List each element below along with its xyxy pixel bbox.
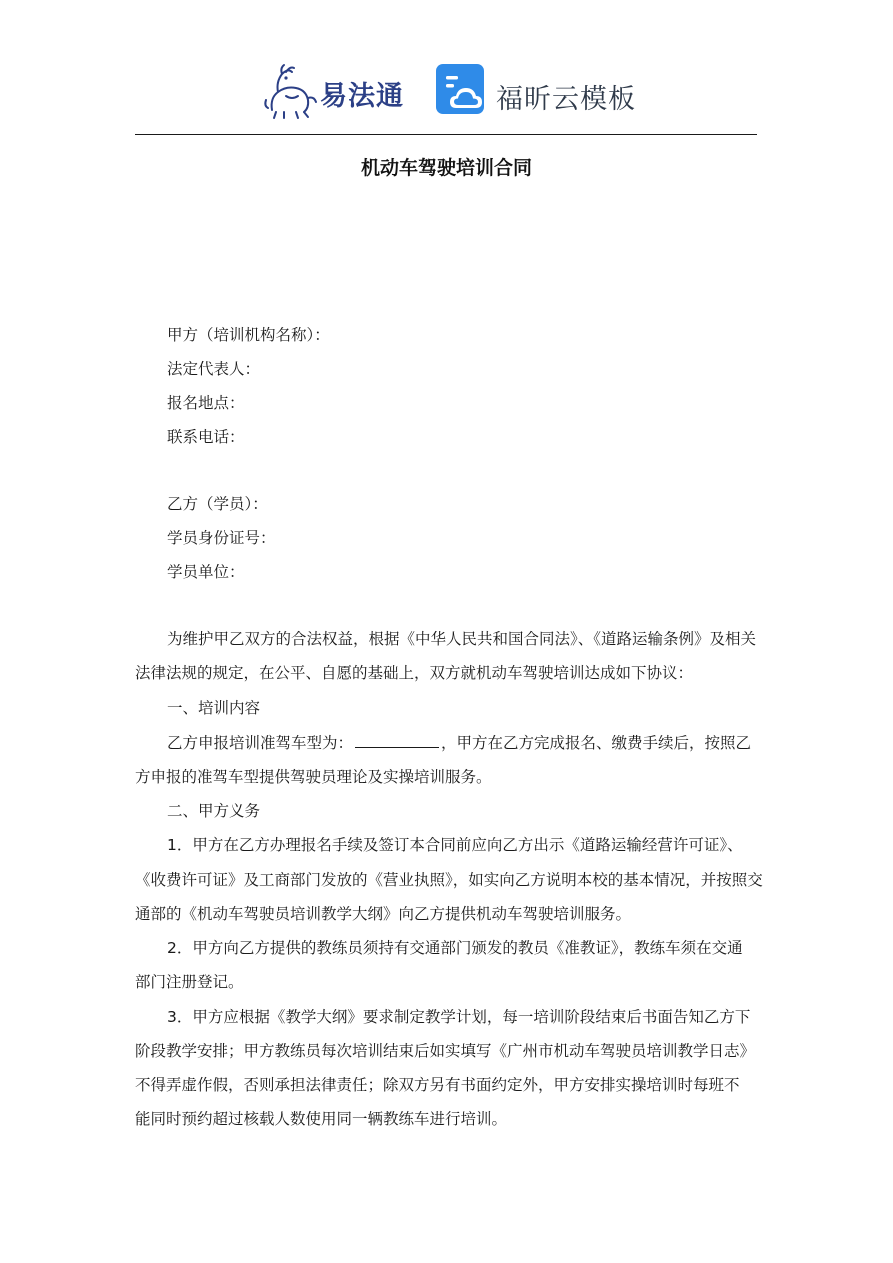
clause-3-line-2: 阶段教学安排；甲方教练员每次培训结束后如实填写《广州市机动车驾驶员培训教学日志》 (135, 1042, 756, 1060)
vehicle-type-label: 乙方申报培训准驾车型为： (167, 734, 354, 752)
clause-3-line-1: 3．甲方应根据《教学大纲》要求制定教学计划，每一培训阶段结束后书面告知乙方下 (167, 1008, 751, 1026)
section-1-line-1-rest: ，甲方在乙方完成报名、缴费手续后，按照乙 (441, 734, 752, 752)
qilin-icon (262, 62, 318, 120)
preamble-line-2: 法律法规的规定，在公平、自愿的基础上，双方就机动车驾驶培训达成如下协议： (135, 664, 694, 682)
section-2-heading: 二、甲方义务 (167, 802, 261, 820)
clause-1-line-1: 1．甲方在乙方办理报名手续及签订本合同前应向乙方出示《道路运输经营许可证》、 (167, 836, 743, 854)
party-b-name-label: 乙方（学员）： (167, 495, 268, 513)
cloud-document-icon (436, 64, 486, 118)
party-b-unit-label: 学员单位： (167, 563, 245, 581)
party-a-representative-label: 法定代表人： (167, 360, 261, 378)
section-1-heading: 一、培训内容 (167, 699, 261, 717)
party-a-phone-label: 联系电话： (167, 428, 245, 446)
yifatong-logo (262, 62, 414, 120)
yifatong-logo-text: 易法通 (320, 81, 404, 112)
clause-1-line-2: 《收费许可证》及工商部门发放的《营业执照》，如实向乙方说明本校的基本情况，并按照交 (135, 871, 763, 889)
party-a-address-label: 报名地点： (167, 394, 245, 412)
fuxin-logo-text: 福昕云模板 (496, 84, 636, 115)
clause-2-line-1: 2．甲方向乙方提供的教练员须持有交通部门颁发的教员《准教证》，教练车须在交通 (167, 939, 743, 957)
clause-1-line-3: 通部的《机动车驾驶员培训教学大纲》向乙方提供机动车驾驶培训服务。 (135, 905, 632, 923)
section-1-line-2: 方申报的准驾车型提供驾驶员理论及实操培训服务。 (135, 768, 492, 786)
clause-2-line-2: 部门注册登记。 (135, 973, 244, 991)
document-title: 机动车驾驶培训合同 (360, 157, 532, 179)
section-1-line-1 (167, 731, 751, 753)
header-divider (135, 134, 757, 135)
preamble-line-1: 为维护甲乙双方的合法权益，根据《中华人民共和国合同法》、《道路运输条例》及相关 (167, 630, 757, 648)
clause-3-line-4: 能同时预约超过核载人数使用同一辆教练车进行培训。 (135, 1110, 508, 1128)
party-a-name-label: 甲方（培训机构名称）： (167, 326, 330, 344)
fuxin-logo (436, 64, 636, 120)
page-header (0, 58, 893, 124)
clause-3-line-3: 不得弄虚作假，否则承担法律责任；除双方另有书面约定外，甲方安排实操培训时每班不 (135, 1076, 740, 1094)
vehicle-type-blank[interactable] (355, 733, 439, 748)
party-b-id-label: 学员身份证号： (167, 529, 276, 547)
